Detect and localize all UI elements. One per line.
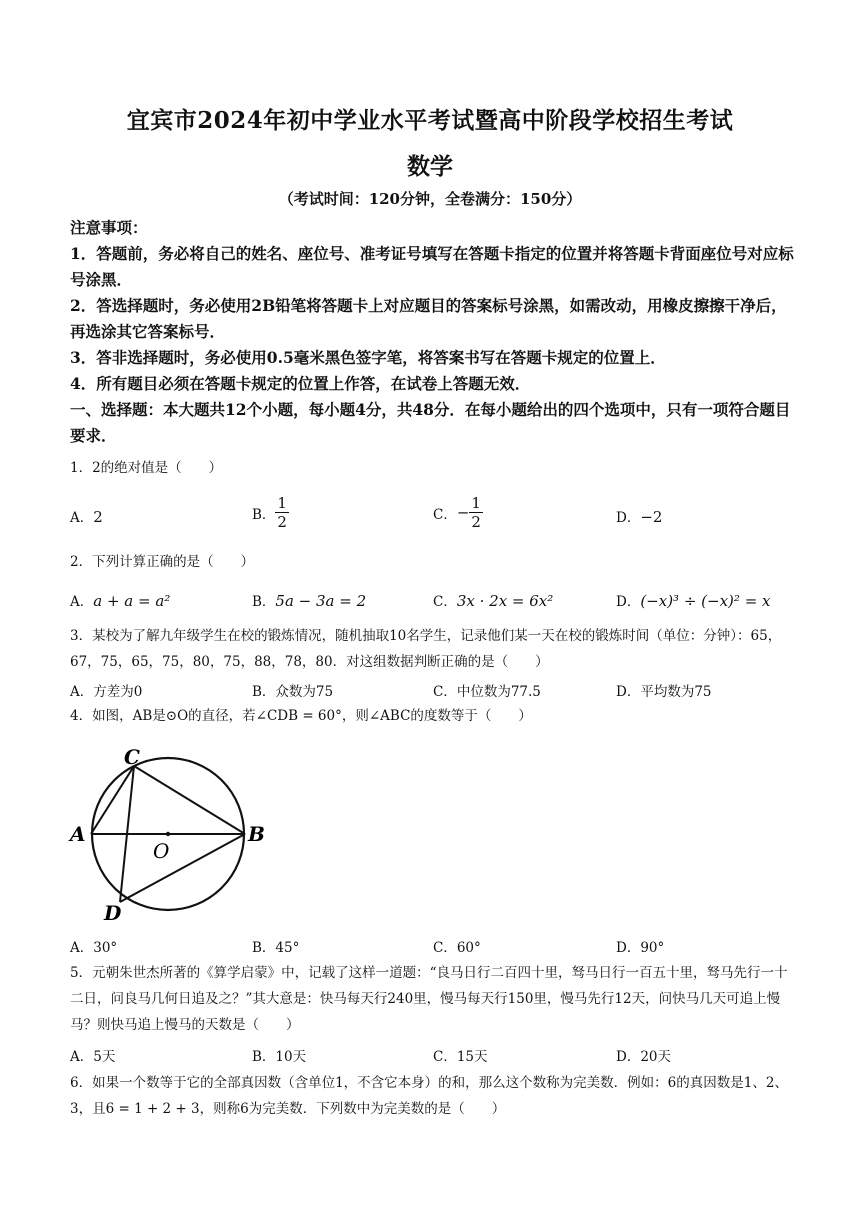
note-item-4: 4．所有题目必须在答题卡规定的位置上作答，在试卷上答题无效． [70,374,531,393]
q1-option-c-label: C． [433,506,457,523]
note-item-1: 1．答题前，务必将自己的姓名、座位号、准考证号填写在答题卡指定的位置并将答题卡背面座位号对应标号涂黑． [70,244,794,289]
q1-option-a [70,506,103,526]
question-6 [70,1070,800,1122]
q2-option-b [252,590,366,610]
q2-option-a [70,590,170,610]
question-3 [70,623,800,675]
question-2 [70,549,800,575]
q2-option-c [433,590,553,610]
q2-option-b-label: B． [252,594,276,610]
question-5-stem: 5．元朝朱世杰所著的《算学启蒙》中，记载了这样一道题：“良马日行二百四十里，驽马日行一百五十里，驽马先行一十二日，问良马几何日追及之？”其大意是：快马每天行240里，慢马每天行150里，慢马先行12天，问快马几天可追上慢马？则快马追上慢马的天数是（ ） [70,965,788,1033]
question-2-stem: 2．下列计算正确的是（ ） [70,554,255,570]
note-item-3: 3．答非选择题时，务必使用0.5毫米黑色签字笔，将答案书写在答题卡规定的位置上． [70,348,666,367]
section-heading: 一、选择题：本大题共12个小题，每小题4分，共48分．在每小题给出的四个选项中，只有一项符合题目要求． [70,400,791,445]
q3-option-c: C．中位数为77.5 [433,684,541,700]
q1-option-d-label: D． [616,510,641,526]
q1-option-b-label: B． [252,506,276,523]
q1-option-c-numerator: 1 [471,494,481,512]
q5-option-c: C．15天 [433,1049,488,1065]
question-5 [70,960,800,1038]
q4-option-c: C．60° [433,940,481,956]
exam-subject: 数学 [407,153,453,180]
q1-option-a-text: 2 [93,508,103,526]
label-c: C [124,745,140,769]
question-5-options [70,1045,800,1065]
q5-option-b: B．10天 [252,1049,307,1065]
question-4-options [70,936,800,956]
exam-title: 宜宾市2024年初中学业水平考试暨高中阶段学校招生考试 [126,107,734,134]
q2-option-a-text: a + a = a² [93,592,171,610]
q3-option-b: B．众数为75 [252,684,334,700]
question-4-stem: 4．如图，AB是⊙O的直径，若∠CDB = 60°，则∠ABC的度数等于（ ） [70,708,532,724]
q3-option-d: D．平均数为75 [616,684,712,700]
label-b: B [248,822,265,846]
question-4 [70,703,800,729]
q1-option-b-numerator: 1 [277,494,287,512]
q1-option-b [252,494,289,531]
chord-cb [134,766,245,834]
q1-option-d-text: −2 [640,508,663,526]
question-3-options [70,680,800,700]
q3-option-a: A．方差为0 [70,684,143,700]
circle-figure [68,744,278,924]
q4-option-b: B．45° [252,940,300,956]
q1-option-a-label: A． [70,510,94,526]
q1-option-c [433,494,483,531]
notes-block [70,215,794,449]
q4-option-a: A．30° [70,940,118,956]
q5-option-a: A．5天 [70,1049,116,1065]
q1-option-c-denominator: 2 [471,513,481,531]
q1-option-b-fraction [275,494,289,531]
question-1 [70,455,800,481]
center-point [166,832,170,836]
label-o: O [153,839,170,863]
exam-info: （考试时间：120分钟，全卷满分：150分） [278,190,582,208]
q2-option-d [616,590,771,610]
question-1-options [70,494,800,538]
q5-option-d: D．20天 [616,1049,672,1065]
q1-option-c-sign: − [456,503,470,522]
q2-option-d-label: D． [616,594,641,610]
question-1-stem: 1．2的绝对值是（ ） [70,460,223,476]
label-a: A [70,822,86,846]
q1-option-d [616,506,662,526]
note-item-2: 2．答选择题时，务必使用2B铅笔将答题卡上对应题目的答案标号涂黑，如需改动，用橡皮擦擦干净后，再选涂其它答案标号． [70,296,787,341]
q2-option-c-label: C． [433,594,457,610]
q2-option-b-text: 5a − 3a = 2 [275,592,367,610]
q2-option-c-text: 3x · 2x = 6x² [456,592,554,610]
q2-option-d-text: (−x)³ ÷ (−x)² = x [640,592,771,610]
q1-option-c-fraction [469,494,483,531]
question-3-stem: 3．某校为了解九年级学生在校的锻炼情况，随机抽取10名学生，记录他们某一天在校的锻炼时间（单位：分钟）：65，67，75，65，75，80，75，88，78，80．对这组数据判断正确的是（ ） [70,628,782,670]
q1-option-b-denominator: 2 [277,513,287,531]
label-d: D [104,901,122,924]
question-6-stem: 6．如果一个数等于它的全部真因数（含单位1，不含它本身）的和，那么这个数称为完美数．例如：6的真因数是1、2、3，且6 = 1 + 2 + 3，则称6为完美数．下列数中为完美数的是（ ） [70,1075,788,1117]
question-2-options [70,590,800,614]
q2-option-a-label: A． [70,594,94,610]
chord-db [120,834,245,902]
q4-option-d: D．90° [616,940,665,956]
notes-heading: 注意事项： [70,218,148,237]
